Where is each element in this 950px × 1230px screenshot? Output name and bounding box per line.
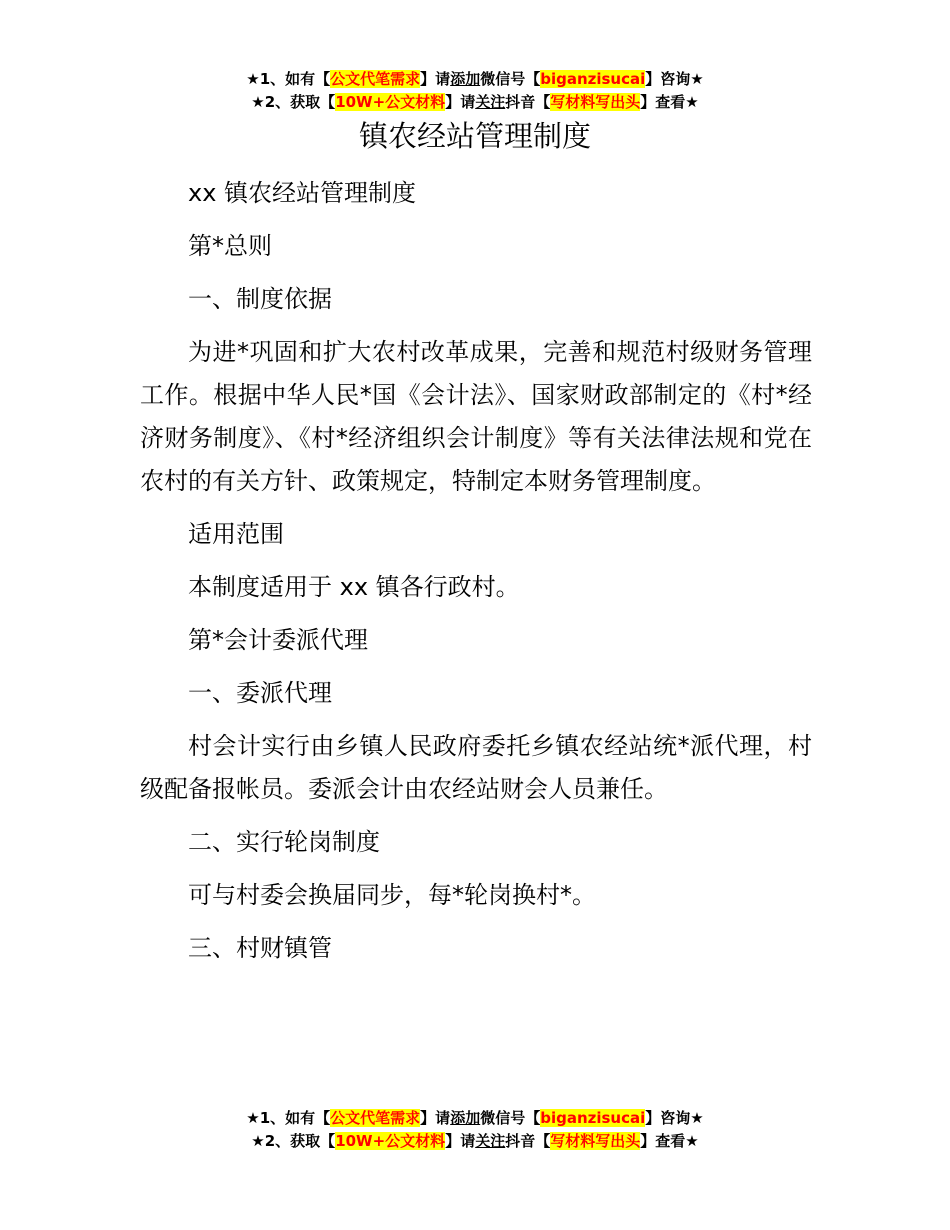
section-heading: 一、委派代理 — [188, 679, 332, 707]
banner-line-1: ★1、如有【公文代笔需求】请添加微信号【biganzisucai】咨询★ — [246, 1109, 704, 1127]
banner-line-2: ★2、获取【10W+公文材料】请关注抖音【写材料写出头】查看★ — [251, 93, 699, 111]
star-icon: ★ — [246, 70, 260, 88]
top-banner — [0, 68, 950, 114]
body-paragraph: 可与村委会换届同步，每*轮岗换村*。 — [188, 881, 596, 909]
page-title: 镇农经站管理制度 — [358, 119, 591, 153]
star-icon: ★ — [246, 1109, 260, 1127]
section-heading: 一、制度依据 — [188, 285, 332, 313]
highlight-douyin: 写材料写出头 — [550, 93, 641, 111]
underlined-add: 添加 — [450, 1109, 481, 1127]
bottom-banner — [0, 1107, 950, 1153]
chapter-heading: 第*总则 — [188, 232, 272, 260]
body-paragraph: 本制度适用于 xx 镇各行政村。 — [188, 573, 520, 601]
highlight-wechat-id: biganzisucai — [540, 1109, 646, 1127]
highlight-service: 公文代笔需求 — [330, 70, 421, 88]
highlight-douyin: 写材料写出头 — [550, 1132, 641, 1150]
body-paragraph: 村会计实行由乡镇人民政府委托乡镇农经站统*派代理，村级配备报帐员。委派会计由农经站财会人员兼任。 — [140, 732, 812, 803]
highlight-wechat-id: biganzisucai — [540, 70, 646, 88]
underlined-follow: 关注 — [475, 1132, 506, 1150]
body-paragraph: 为进*巩固和扩大农村改革成果，完善和规范村级财务管理工作。根据中华人民*国《会计法》、国家财政部制定的《村*经济财务制度》、《村*经济组织会计制度》等有关法律法规和党在农村的有关方针、政策规定，特制定本财务管理制度。 — [140, 338, 812, 495]
document-body — [140, 172, 812, 980]
highlight-materials: 10W+公文材料 — [335, 1132, 446, 1150]
highlight-materials: 10W+公文材料 — [335, 93, 446, 111]
banner-line-1: ★1、如有【公文代笔需求】请添加微信号【biganzisucai】咨询★ — [246, 70, 704, 88]
section-heading: 适用范围 — [188, 520, 284, 548]
doc-subtitle: xx 镇农经站管理制度 — [188, 179, 417, 207]
underlined-follow: 关注 — [475, 93, 506, 111]
chapter-heading: 第*会计委派代理 — [188, 626, 368, 654]
underlined-add: 添加 — [450, 70, 481, 88]
star-icon: ★ — [251, 1132, 265, 1150]
banner-line-2: ★2、获取【10W+公文材料】请关注抖音【写材料写出头】查看★ — [251, 1132, 699, 1150]
highlight-service: 公文代笔需求 — [330, 1109, 421, 1127]
section-heading: 三、村财镇管 — [188, 934, 332, 962]
section-heading: 二、实行轮岗制度 — [188, 828, 380, 856]
star-icon: ★ — [251, 93, 265, 111]
